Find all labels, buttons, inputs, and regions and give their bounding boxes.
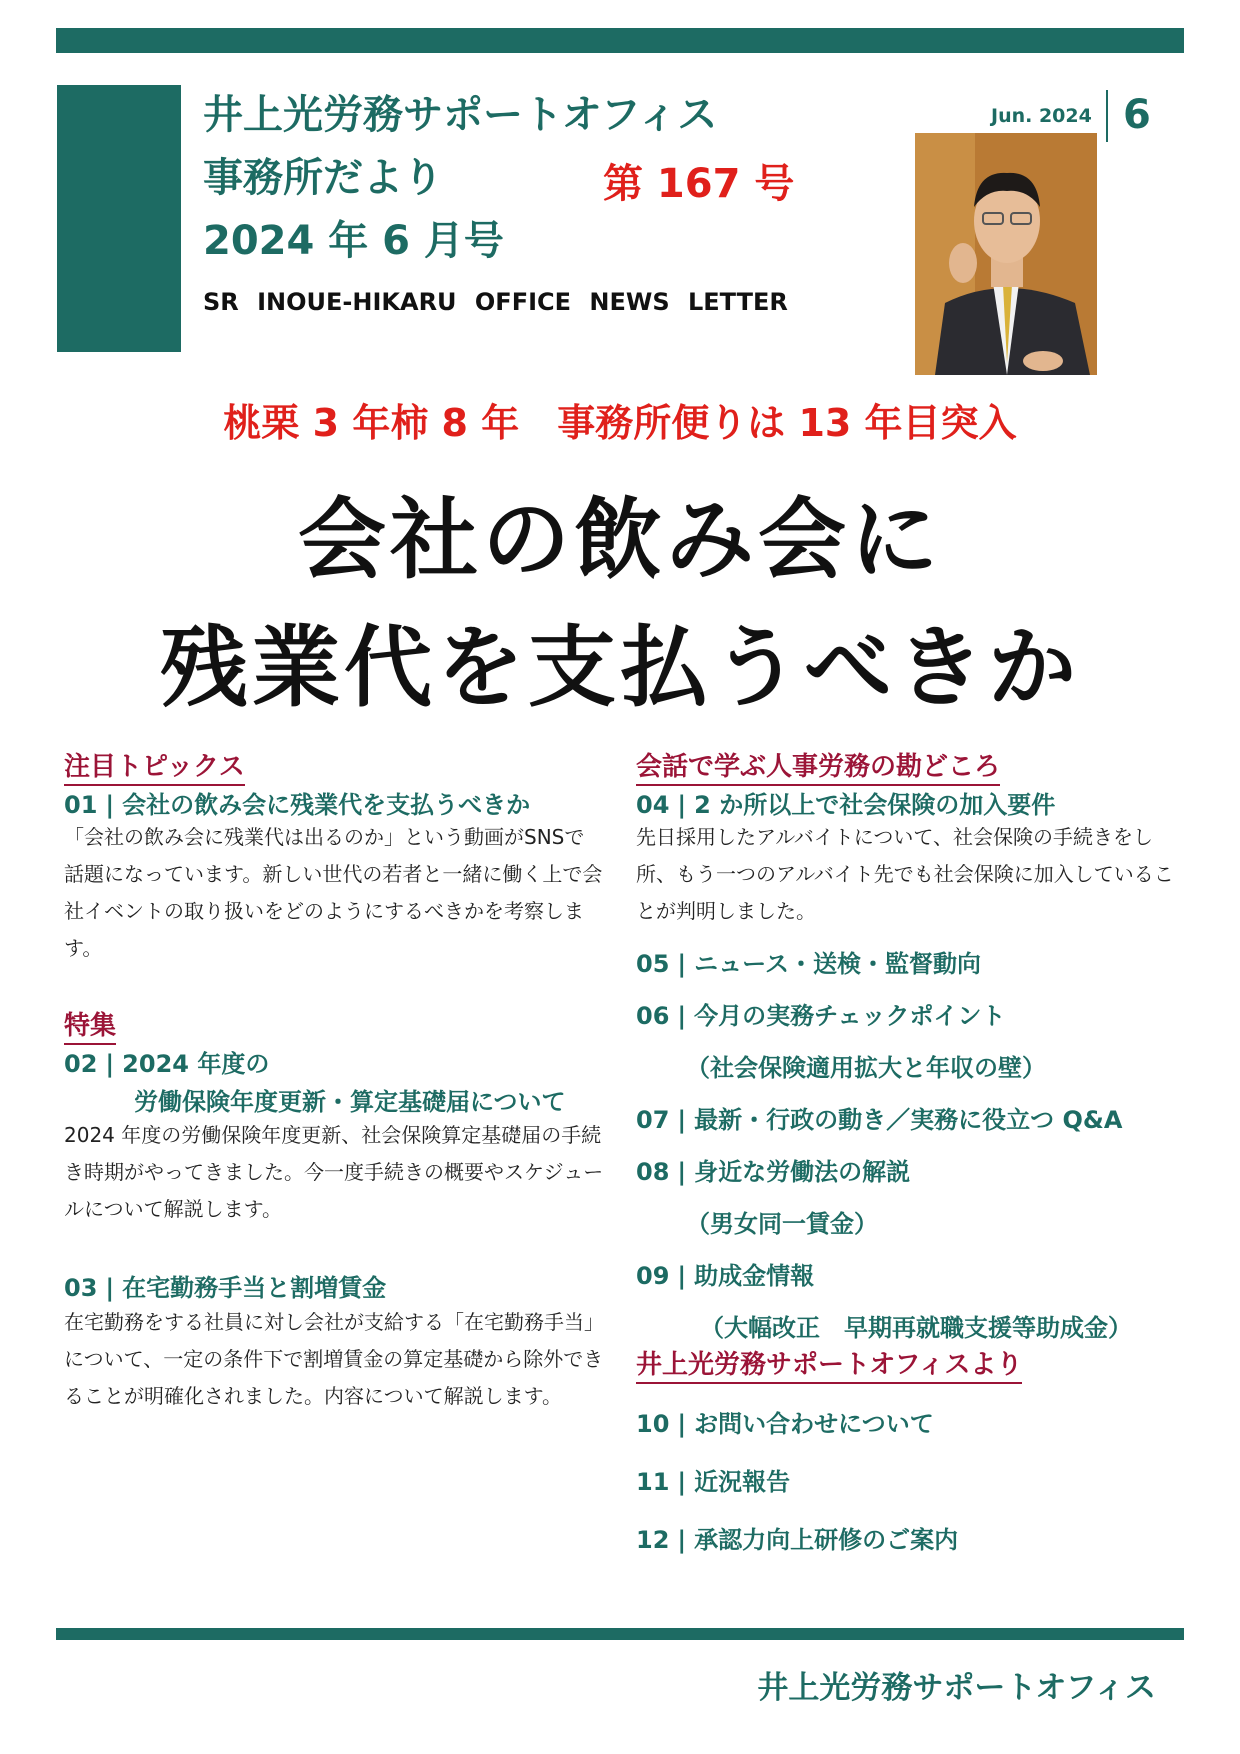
english-subtitle: SR INOUE-HIKARU OFFICE NEWS LETTER <box>203 288 788 316</box>
toc-item-01[interactable]: 01 | 会社の飲み会に残業代を支払うべきか <box>64 791 531 819</box>
item-title: 身近な労働法の解説 <box>694 1158 911 1186</box>
item06-subtitle: （社会保険適用拡大と年収の壁） <box>686 1054 1046 1082</box>
item-title: 2 か所以上で社会保険の加入要件 <box>694 791 1056 819</box>
item-title: 今月の実務チェックポイント <box>694 1002 1006 1030</box>
toc-item-10[interactable]: 10 | お問い合わせについて <box>636 1410 934 1438</box>
item-number: 10 <box>636 1410 670 1438</box>
toc-item-03[interactable]: 03 | 在宅勤務手当と割増賃金 <box>64 1274 387 1302</box>
item-number: 04 <box>636 791 670 819</box>
toc-item-05[interactable]: 05 | ニュース・送検・監督動向 <box>636 950 981 978</box>
item-number: 05 <box>636 950 670 978</box>
newsletter-name: 事務所だより <box>203 155 443 201</box>
item-title-line1: 2024 年度の <box>122 1050 270 1078</box>
item02-summary: 2024 年度の労働保険年度更新、社会保険算定基礎届の手続き時期がやってきました。今一度手続きの概要やスケジュールについて解説します。 <box>64 1123 604 1221</box>
office-name: 井上光労務サポートオフィス <box>203 92 718 138</box>
toc-item-11[interactable]: 11 | 近況報告 <box>636 1468 791 1496</box>
item-number: 08 <box>636 1158 670 1186</box>
issue-date: Jun. 2024 <box>991 105 1092 127</box>
item-number: 12 <box>636 1526 670 1554</box>
footer-office-name: 井上光労務サポートオフィス <box>757 1670 1156 1706</box>
topics-heading: 注目トピックス <box>64 746 245 786</box>
month-number: 6 <box>1123 92 1151 138</box>
toc-item-07[interactable]: 07 | 最新・行政の動き／実務に役立つ Q&A <box>636 1106 1123 1134</box>
item-number: 01 <box>64 791 98 819</box>
item-title: 会社の飲み会に残業代を支払うべきか <box>122 791 531 819</box>
main-title-line1: 会社の飲み会に <box>297 488 942 591</box>
portrait-photo <box>915 133 1097 375</box>
date-divider <box>1106 90 1108 142</box>
item02-title-line2[interactable]: 労働保険年度更新・算定基礎届について <box>134 1088 566 1116</box>
item-title: 在宅勤務手当と割増賃金 <box>122 1274 387 1302</box>
top-bar <box>56 28 1184 53</box>
toc-item-09[interactable]: 09 | 助成金情報 <box>636 1262 815 1290</box>
item-number: 09 <box>636 1262 670 1290</box>
item-title: お問い合わせについて <box>694 1410 934 1438</box>
feature-section <box>64 1005 116 1045</box>
office-section-heading: 井上光労務サポートオフィスより <box>636 1344 1022 1384</box>
toc-item-02[interactable]: 02 | 2024 年度の <box>64 1050 270 1078</box>
issue-month: 2024 年 6 月号 <box>203 218 504 264</box>
main-title-line2: 残業代を支払うべきか <box>159 616 1080 719</box>
tagline-headline: 桃栗 3 年柿 8 年 事務所便りは 13 年目突入 <box>223 401 1017 445</box>
topics-section <box>64 746 245 786</box>
item-number: 02 <box>64 1050 98 1078</box>
bottom-bar <box>56 1628 1184 1640</box>
item-title: 近況報告 <box>694 1468 791 1496</box>
toc-item-06[interactable]: 06 | 今月の実務チェックポイント <box>636 1002 1006 1030</box>
item-number: 07 <box>636 1106 670 1134</box>
hr-section <box>636 746 1000 786</box>
toc-item-08[interactable]: 08 | 身近な労働法の解説 <box>636 1158 911 1186</box>
item09-subtitle: （大幅改正 早期再就職支援等助成金） <box>700 1314 1132 1342</box>
feature-heading: 特集 <box>64 1005 116 1045</box>
header-accent-block <box>57 85 181 352</box>
item08-subtitle: （男女同一賃金） <box>686 1210 878 1238</box>
item-number: 03 <box>64 1274 98 1302</box>
item01-summary: 「会社の飲み会に残業代は出るのか」という動画がSNSで話題になっています。新しい世代の若者と一緒に働く上で会社イベントの取り扱いをどのようにするべきかを考察します。 <box>64 825 603 960</box>
item-number: 06 <box>636 1002 670 1030</box>
item-title: 助成金情報 <box>694 1262 815 1290</box>
item-title: 承認力向上研修のご案内 <box>694 1526 959 1554</box>
office-section <box>636 1344 1022 1384</box>
issue-number: 第 167 号 <box>603 161 795 207</box>
toc-item-12[interactable]: 12 | 承認力向上研修のご案内 <box>636 1526 959 1554</box>
toc-item-04[interactable]: 04 | 2 か所以上で社会保険の加入要件 <box>636 791 1056 819</box>
item03-summary: 在宅勤務をする社員に対し会社が支給する「在宅勤務手当」について、一定の条件下で割増賃金の算定基礎から除外できることが明確化されました。内容について解説します。 <box>64 1310 604 1408</box>
item-title: 最新・行政の動き／実務に役立つ Q&A <box>694 1106 1123 1134</box>
hr-section-heading: 会話で学ぶ人事労務の勘どころ <box>636 746 1000 786</box>
item-title: ニュース・送検・監督動向 <box>694 950 981 978</box>
item-number: 11 <box>636 1468 670 1496</box>
item04-summary: 先日採用したアルバイトについて、社会保険の手続きをし所、もう一つのアルバイト先でも社会保険に加入していることが判明しました。 <box>636 825 1174 923</box>
